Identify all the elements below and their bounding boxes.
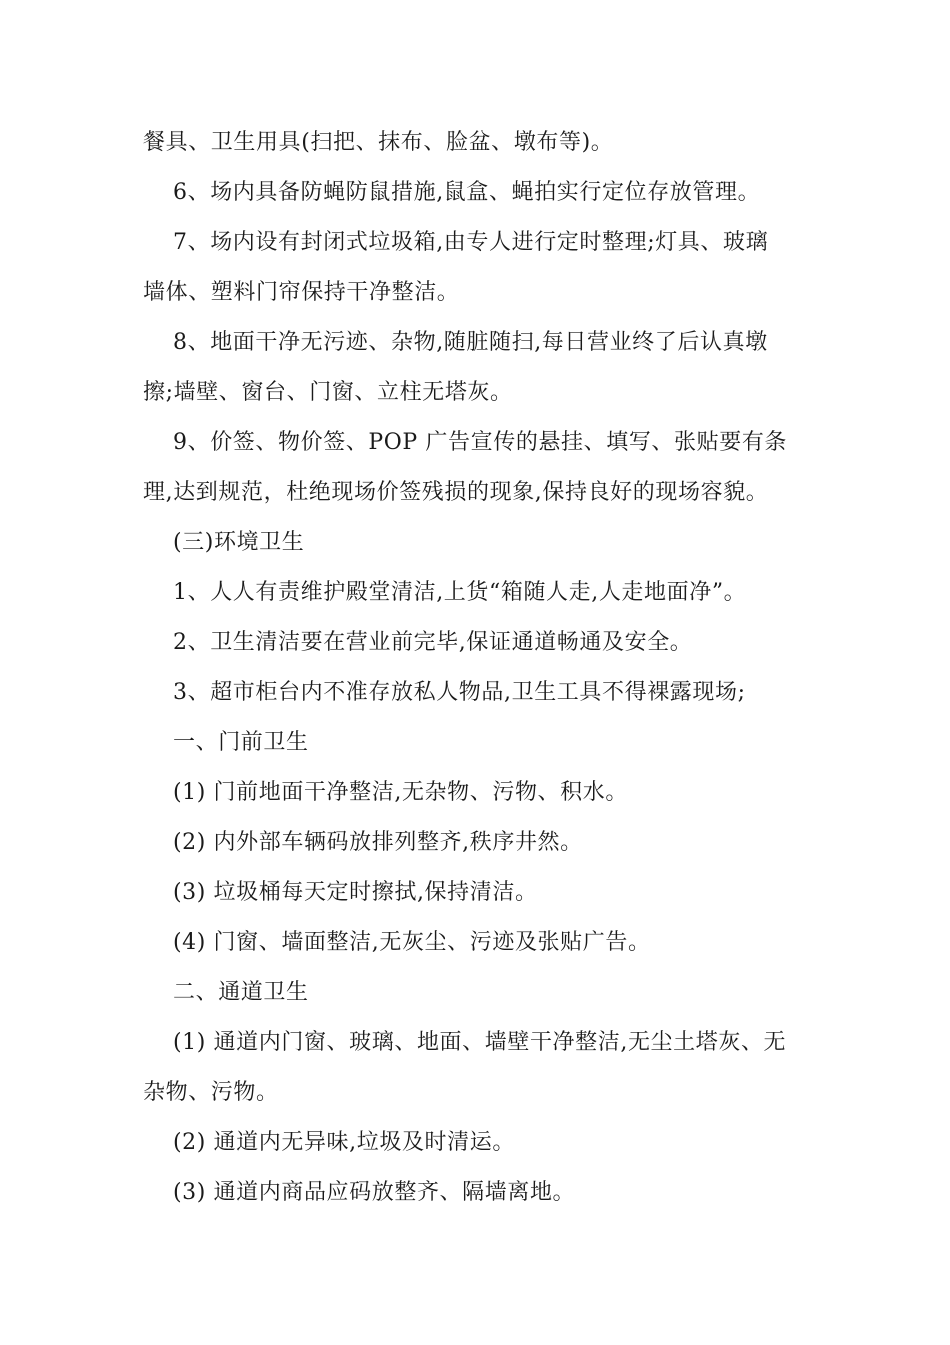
text-line: 墙体、塑料门帘保持干净整洁。 [143, 280, 460, 305]
text-line: 杂物、污物。 [143, 1080, 279, 1105]
text-line: 擦;墙壁、窗台、门窗、立柱无塔灰。 [143, 380, 513, 405]
text-line: (1) 通道内门窗、玻璃、地面、墙壁干净整洁,无尘土塔灰、无 [173, 1030, 787, 1055]
text-line: 9、价签、物价签、POP 广告宣传的悬挂、填写、张贴要有条 [173, 430, 788, 455]
text-line: 8、地面干净无污迹、杂物,随脏随扫,每日营业终了后认真墩 [173, 330, 768, 355]
text-line: (3) 通道内商品应码放整齐、隔墙离地。 [173, 1180, 576, 1205]
text-line: 6、场内具备防蝇防鼠措施,鼠盒、蝇拍实行定位存放管理。 [173, 180, 761, 205]
text-line: (3) 垃圾桶每天定时擦拭,保持清洁。 [173, 880, 538, 905]
text-line: (1) 门前地面干净整洁,无杂物、污物、积水。 [173, 780, 628, 805]
section-heading: 二、通道卫生 [173, 980, 309, 1005]
text-line: 理,达到规范，杜绝现场价签残损的现象,保持良好的现场容貌。 [143, 480, 769, 505]
text-line: 餐具、卫生用具(扫把、抹布、脸盆、墩布等)。 [143, 130, 614, 155]
document-body [143, 118, 813, 1218]
text-line: 2、卫生清洁要在营业前完毕,保证通道畅通及安全。 [173, 630, 693, 655]
section-heading: (三)环境卫生 [173, 530, 305, 555]
text-line: (4) 门窗、墙面整洁,无灰尘、污迹及张贴广告。 [173, 930, 651, 955]
text-line: 7、场内设有封闭式垃圾箱,由专人进行定时整理;灯具、玻璃 [173, 230, 769, 255]
text-line: 1、人人有责维护殿堂清洁,上货“箱随人走,人走地面净”。 [173, 580, 747, 605]
text-line: 3、超市柜台内不准存放私人物品,卫生工具不得裸露现场; [173, 680, 746, 705]
text-line: (2) 内外部车辆码放排列整齐,秩序井然。 [173, 830, 583, 855]
text-line: (2) 通道内无异味,垃圾及时清运。 [173, 1130, 515, 1155]
section-heading: 一、门前卫生 [173, 730, 309, 755]
